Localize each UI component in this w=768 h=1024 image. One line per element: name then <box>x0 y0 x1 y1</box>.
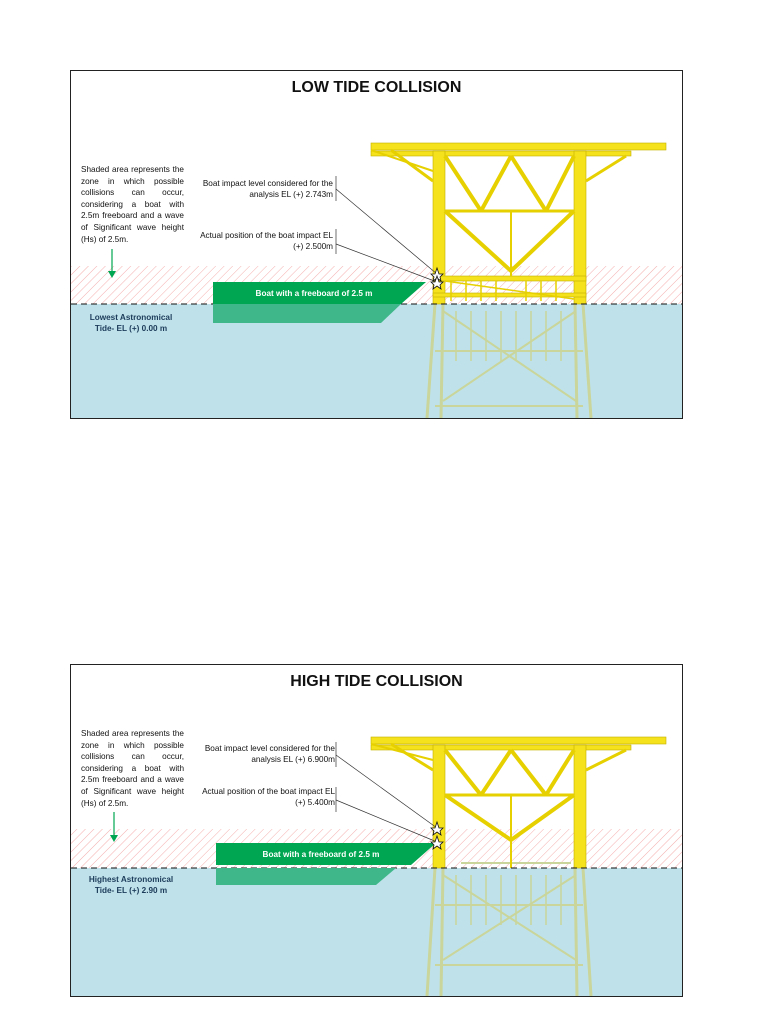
impact-level-label: Boat impact level considered for the analysis EL (+) 2.743m <box>202 179 333 199</box>
boat-reflection <box>213 304 401 323</box>
actual-position-label: Actual position of the boat impact EL (+) 2.500m <box>200 231 333 251</box>
tide-label: Highest Astronomical Tide- EL (+) 2.90 m <box>88 875 174 895</box>
shaded-area-note: Shaded area represents the zone in which possible collisions can occur, considering a boat with 2.5m freeboard and a wave of Significant wave height (Hs) of 2.5m. <box>81 165 184 244</box>
boat-label: Boat with a freeboard of 2.5 m <box>262 850 380 859</box>
panel-title: LOW TIDE COLLISION <box>291 79 462 96</box>
high-tide-panel <box>70 664 683 997</box>
tide-label: Lowest Astronomical Tide- EL (+) 0.00 m <box>89 313 173 333</box>
panel-title: HIGH TIDE COLLISION <box>290 673 463 690</box>
platform-bracing <box>371 150 626 276</box>
low-tide-panel <box>70 70 683 419</box>
boat-label: Boat with a freeboard of 2.5 m <box>255 289 373 298</box>
actual-position-label: Actual position of the boat impact EL (+) 5.400m <box>202 787 335 807</box>
high-tide-diagram <box>71 665 682 996</box>
impact-level-label: Boat impact level considered for the analysis EL (+) 6.900m <box>204 744 335 764</box>
boat-reflection <box>216 868 396 885</box>
shaded-area-note: Shaded area represents the zone in which possible collisions can occur, considering a boat with 2.5m freeboard and a wave of Significant wave height (Hs) of 2.5m. <box>81 729 184 808</box>
